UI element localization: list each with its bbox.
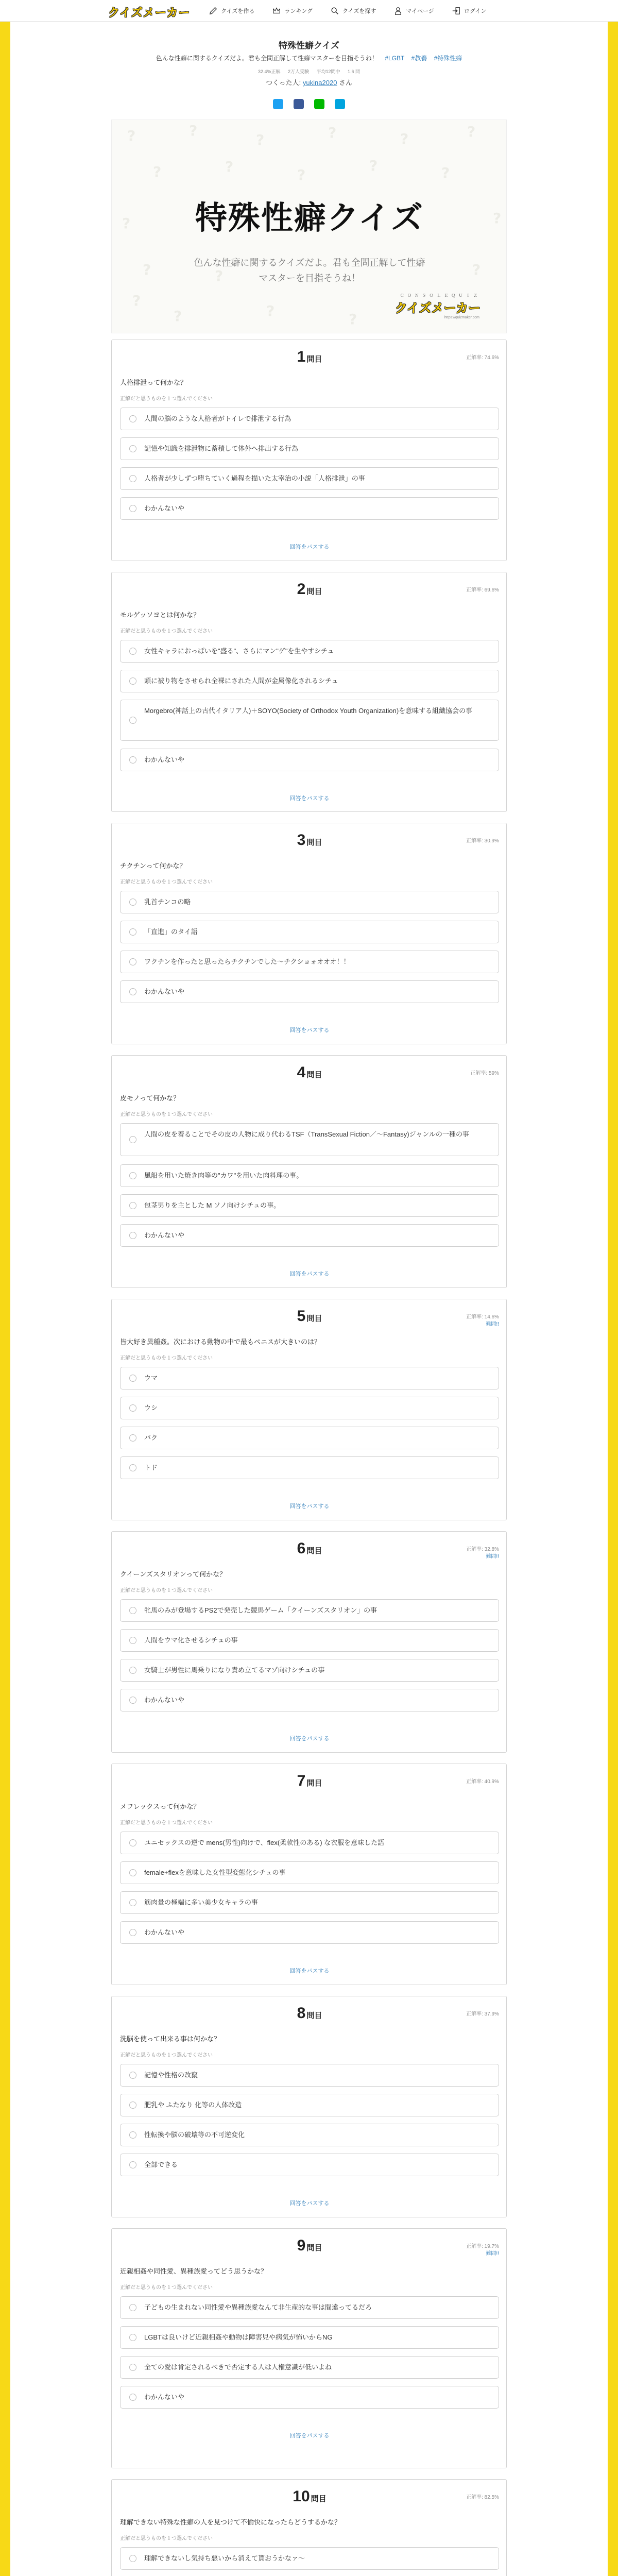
nav-login-label: ログイン	[464, 8, 487, 14]
svg-text:?: ?	[441, 164, 450, 181]
question-text: モルゲッソヨとは何かな？	[120, 611, 200, 619]
answer-option[interactable]	[120, 1456, 499, 1479]
question-number-value: 7	[297, 1772, 306, 1789]
radio-button[interactable]	[129, 1697, 136, 1704]
question-card	[111, 1996, 507, 2217]
tag-link[interactable]: #特殊性癖	[434, 55, 462, 62]
correct-rate-text: 正解率: 40.9%	[466, 1779, 499, 1785]
answer-option[interactable]	[120, 2547, 499, 2570]
correct-rate-text: 正解率: 82.5%	[466, 2495, 499, 2500]
skip-question-link[interactable]: 回答をパスする	[289, 2200, 330, 2207]
skip-question-link[interactable]: 回答をパスする	[289, 1736, 330, 1742]
correct-rate-text: 正解率: 14.6%	[466, 1314, 499, 1320]
answer-option[interactable]	[120, 749, 499, 771]
question-hint: 正解だと思うものを１つ選んでください	[120, 2536, 213, 2541]
svg-text:?: ?	[215, 267, 224, 284]
nav-create-quiz[interactable]	[209, 6, 254, 15]
svg-text:?: ?	[189, 122, 198, 139]
radio-button[interactable]	[129, 1667, 136, 1674]
answer-option[interactable]	[120, 1689, 499, 1711]
correct-rate	[466, 2494, 499, 2501]
correct-rate	[466, 1546, 499, 1561]
question-number-unit: 問目	[306, 2244, 322, 2252]
quiz-hero-image	[111, 120, 507, 333]
question-hint: 正解だと思うものを１つ選んでください	[120, 2053, 213, 2058]
nav-search-quiz-label: クイズを探す	[342, 8, 376, 14]
nav-mypage-label: マイページ	[406, 8, 434, 14]
question-number-unit: 問目	[306, 2011, 322, 2020]
answer-option[interactable]	[120, 2124, 499, 2146]
nav-mypage[interactable]	[393, 6, 434, 15]
svg-text:?: ?	[328, 124, 337, 141]
crown-icon	[272, 6, 281, 15]
question-text: 理解できない特殊な性癖の人を見つけて不愉快になったらどうするかな？	[120, 2518, 341, 2526]
question-hint: 正解だと思うものを１つ選んでください	[120, 629, 213, 634]
hero-subtitle-line: 色んな性癖に関するクイズだよ。君も全問正解して性癖	[194, 258, 425, 268]
skip-question-link[interactable]: 回答をパスする	[289, 1271, 330, 1277]
answer-option-label: 包茎男りを主とした M ソノ向けシチュの事。	[144, 1201, 281, 1209]
radio-button[interactable]	[129, 1172, 136, 1179]
correct-rate-text: 正解率: 32.8%	[466, 1547, 499, 1552]
answer-option-label: わかんないや	[144, 1231, 185, 1239]
answer-option-label: ワクチンを作ったと思ったらチクチンでした〜チクショォオオオ！！	[144, 958, 350, 965]
radio-button[interactable]	[129, 2161, 136, 2168]
question-hint: 正解だと思うものを１つ選んでください	[120, 396, 213, 402]
search-icon	[330, 6, 339, 15]
question-number-value: 3	[297, 832, 306, 849]
question-card	[111, 2479, 507, 2576]
question-number	[112, 2005, 507, 2022]
svg-text:?: ?	[174, 308, 182, 325]
correct-rate	[466, 2011, 499, 2018]
radio-button[interactable]	[129, 2334, 136, 2341]
correct-rate	[466, 1314, 499, 1328]
tag-link[interactable]: #LGBT	[385, 55, 405, 62]
question-number-value: 8	[297, 2005, 306, 2022]
answer-option[interactable]	[120, 1921, 499, 1944]
skip-question-link[interactable]: 回答をパスする	[289, 544, 330, 550]
answer-option[interactable]	[120, 700, 499, 741]
quiz-stat: 1.6 問	[348, 69, 360, 74]
svg-text:?: ?	[297, 166, 306, 183]
answer-option-label: 記憶や知識を排泄物に蓄積して体外へ排出する行為	[144, 445, 299, 452]
answer-option[interactable]	[120, 1123, 499, 1156]
question-card	[111, 572, 507, 812]
answer-option[interactable]	[120, 408, 499, 430]
quiz-description	[10, 54, 608, 62]
answer-option-label: 性転換や脳の破壊等の不可逆変化	[144, 2131, 245, 2139]
answer-option-label: 人間をウマ化させるシチュの事	[144, 1636, 238, 1644]
answer-option[interactable]	[120, 1224, 499, 1247]
question-number-value: 2	[297, 581, 306, 598]
radio-button[interactable]	[129, 475, 136, 482]
answer-option-label: female+flexを意味した女性型変態化シチュの事	[144, 1869, 286, 1876]
answer-option-label: 理解できないし気持ち悪いから消えて貰おうかなァ〜	[144, 2554, 305, 2562]
correct-rate	[466, 587, 499, 594]
answer-option-label: 肥乳や ふたなり 化等の人体改造	[144, 2101, 242, 2109]
question-card	[111, 340, 507, 561]
question-card	[111, 1299, 507, 1520]
question-text: 皮モノって何かな？	[120, 1094, 180, 1102]
answer-option[interactable]	[120, 980, 499, 1003]
hero-url: https://quizmaker.com	[444, 316, 479, 319]
answer-option-label: 頭に被り物をさせられ全裸にされた人間が金属像化されるシチュ	[144, 677, 338, 685]
answer-option[interactable]	[120, 2094, 499, 2116]
radio-button[interactable]	[129, 1375, 136, 1382]
radio-button[interactable]	[129, 988, 136, 995]
radio-button[interactable]	[129, 677, 136, 685]
radio-button[interactable]	[129, 756, 136, 764]
question-card	[111, 1055, 507, 1288]
nav-search-quiz[interactable]	[330, 6, 376, 15]
nav-ranking[interactable]	[272, 6, 313, 15]
svg-text:?: ?	[266, 302, 275, 319]
question-text: チクチンって何かな？	[120, 862, 186, 870]
answer-option-label: 全部できる	[144, 2161, 178, 2168]
answer-option-label: わかんないや	[144, 988, 185, 995]
hero-title: 特殊性癖クイズ	[195, 200, 424, 236]
question-number	[112, 1308, 507, 1325]
answer-option-label: ウマ	[144, 1374, 158, 1382]
answer-option-label: 人間の皮を着ることでその皮の人物に成り代わるTSF（TransSexual Fiction／〜Fantasy)ジャンルの一種の事	[144, 1130, 469, 1138]
question-number	[112, 832, 507, 849]
quiz-stat: 平均12問中	[316, 69, 340, 74]
hard-badge: 難問!!	[486, 1321, 499, 1327]
skip-question-link[interactable]: 回答をパスする	[289, 1968, 330, 1974]
answer-option[interactable]	[120, 2356, 499, 2379]
quiz-description-text: 色んな性癖に関するクイズだよ。君も全問正解して性癖マスターを目指そうね！	[156, 55, 379, 62]
question-number	[112, 581, 507, 598]
question-number	[112, 1772, 507, 1790]
skip-question-link[interactable]: 回答をパスする	[289, 1503, 330, 1510]
answer-option-label: わかんないや	[144, 756, 185, 764]
answer-option-label: 風船を用いた焼き肉等の"カワ"を用いた肉料理の事。	[144, 1172, 303, 1179]
question-text: メフレックスって何かな？	[120, 1803, 200, 1810]
answer-option[interactable]	[120, 1599, 499, 1622]
user-icon	[393, 6, 403, 15]
question-number-unit: 問目	[306, 1547, 322, 1555]
answer-option-label: Morgebro(神話上の古代イタリア人)＋SOYO(Society of Orthodox Youth Organization)を意味する組織協会の事	[144, 707, 473, 715]
quiz-stats	[10, 68, 608, 75]
question-number	[112, 1064, 507, 1081]
radio-button[interactable]	[129, 899, 136, 906]
skip-question-link[interactable]: 回答をパスする	[289, 2433, 330, 2439]
answer-option-label: わかんないや	[144, 1696, 185, 1704]
answer-option[interactable]	[120, 1659, 499, 1682]
correct-rate-text: 正解率: 69.6%	[466, 587, 499, 593]
quiz-author	[10, 77, 608, 87]
radio-button[interactable]	[129, 445, 136, 452]
site-logo[interactable]: クイズメーカー	[108, 7, 191, 20]
answer-option-label: 人格者が少しずつ堕ちていく過程を描いた太宰治の小説「人格排泄」の事	[144, 474, 365, 482]
question-card	[111, 1531, 507, 1753]
radio-button[interactable]	[129, 2131, 136, 2139]
svg-text:?: ?	[349, 311, 357, 328]
answer-option[interactable]	[120, 891, 499, 913]
author-link[interactable]: yukina2020	[302, 79, 337, 87]
radio-button[interactable]	[129, 1464, 136, 1471]
answer-option-label: 筋肉量の極端に多い美少女キャラの事	[144, 1899, 259, 1906]
radio-button[interactable]	[129, 1202, 136, 1209]
answer-option[interactable]	[120, 2064, 499, 2087]
question-hint: 正解だと思うものを１つ選んでください	[120, 1588, 213, 1594]
question-hint: 正解だと思うものを１つ選んでください	[120, 1355, 213, 1361]
line-share-icon[interactable]	[314, 99, 324, 109]
question-text: クイーンズスタリオンって何かな？	[120, 1570, 227, 1578]
question-number	[112, 1540, 507, 1557]
answer-option[interactable]	[120, 1427, 499, 1449]
hero-tagline: Ｃ Ｏ Ｎ Ｓ Ｏ Ｌ Ｅ Ｑ Ｕ Ｉ Ｚ	[400, 293, 478, 298]
question-hint: 正解だと思うものを１つ選んでください	[120, 1820, 213, 1826]
question-number	[112, 348, 507, 366]
quiz-title: 特殊性癖クイズ	[279, 41, 339, 50]
answer-option[interactable]	[120, 1861, 499, 1884]
twitter-share-icon[interactable]	[273, 99, 283, 109]
correct-rate-text: 正解率: 19.7%	[466, 2244, 499, 2249]
question-card	[111, 823, 507, 1044]
pencil-icon	[209, 6, 218, 15]
answer-option[interactable]	[120, 670, 499, 692]
nav-create-quiz-label: クイズを作る	[221, 8, 255, 14]
answer-option[interactable]	[120, 2326, 499, 2349]
radio-button[interactable]	[129, 1434, 136, 1442]
svg-text:?: ?	[225, 158, 234, 175]
correct-rate-text: 正解率: 30.9%	[466, 838, 499, 844]
hard-badge: 難問!!	[486, 2251, 499, 2257]
skip-question-link[interactable]: 回答をパスする	[289, 795, 330, 802]
correct-rate-text: 正解率: 74.6%	[466, 355, 499, 361]
answer-option-label: 「直進」のタイ語	[144, 928, 198, 936]
question-number-value: 5	[297, 1308, 306, 1325]
question-number-value: 10	[293, 2488, 310, 2505]
question-number-value: 6	[297, 1540, 306, 1557]
top-navigation-bar	[0, 0, 618, 22]
svg-text:?: ?	[369, 157, 378, 174]
quiz-stat: 2万人受験	[287, 69, 309, 74]
answer-option-label: トド	[144, 1464, 158, 1471]
question-number-unit: 問目	[306, 1779, 322, 1788]
answer-option-label: LGBTは良いけど近親相姦や動物は障害児や病気が怖いからNG	[144, 2333, 333, 2341]
radio-button[interactable]	[129, 2072, 136, 2079]
answer-option[interactable]	[120, 1397, 499, 1419]
answer-option[interactable]	[120, 1367, 499, 1389]
question-number	[112, 2488, 507, 2505]
svg-text:?: ?	[472, 261, 481, 278]
radio-button[interactable]	[129, 1929, 136, 1936]
question-number-unit: 問目	[306, 838, 322, 847]
radio-button[interactable]	[129, 1637, 136, 1644]
question-number-value: 1	[297, 348, 306, 365]
answer-option[interactable]	[120, 2296, 499, 2319]
svg-text:?: ?	[256, 131, 265, 148]
svg-text:?: ?	[153, 163, 162, 180]
correct-rate	[466, 2243, 499, 2258]
radio-button[interactable]	[129, 2555, 136, 2562]
answer-option-label: わかんないや	[144, 2393, 185, 2401]
radio-button[interactable]	[129, 928, 136, 936]
hard-badge: 難問!!	[486, 1554, 499, 1560]
hatena-share-icon[interactable]	[335, 99, 345, 109]
skip-question-link[interactable]: 回答をパスする	[289, 1027, 330, 1033]
hero-subtitle	[112, 255, 507, 286]
answer-option[interactable]	[120, 640, 499, 663]
answer-option[interactable]	[120, 951, 499, 973]
correct-rate	[466, 354, 499, 362]
radio-button[interactable]	[129, 958, 136, 965]
main-nav	[209, 0, 486, 22]
radio-button[interactable]	[129, 717, 136, 724]
answer-option[interactable]	[120, 2386, 499, 2409]
answer-option-label: バク	[144, 1434, 158, 1442]
correct-rate	[470, 1070, 499, 1077]
svg-text:?: ?	[127, 127, 136, 144]
radio-button[interactable]	[129, 1404, 136, 1412]
answer-option[interactable]	[120, 1164, 499, 1187]
svg-text:?: ?	[467, 123, 476, 140]
question-number-unit: 問目	[306, 355, 322, 364]
hero-subtitle-line: マスターを目指そうね！	[259, 273, 360, 283]
question-number-unit: 問目	[311, 2495, 327, 2503]
answer-option[interactable]	[120, 921, 499, 943]
answer-option[interactable]	[120, 437, 499, 460]
radio-button[interactable]	[129, 1899, 136, 1906]
radio-button[interactable]	[129, 1607, 136, 1614]
answer-option[interactable]	[120, 1832, 499, 1854]
question-text: 洗脳を使って出来る事は何かな？	[120, 2035, 221, 2043]
quiz-page	[10, 22, 608, 2576]
svg-text:?: ?	[493, 210, 502, 227]
radio-button[interactable]	[129, 2394, 136, 2401]
correct-rate-text: 正解率: 37.9%	[466, 2011, 499, 2017]
radio-button[interactable]	[129, 415, 136, 422]
answer-option[interactable]	[120, 1891, 499, 1914]
radio-button[interactable]	[129, 1869, 136, 1876]
question-number	[112, 2237, 507, 2255]
svg-text:?: ?	[132, 292, 141, 309]
svg-text:?: ?	[400, 130, 409, 147]
answer-option[interactable]	[120, 1194, 499, 1217]
question-card	[111, 2228, 507, 2468]
login-icon	[452, 6, 461, 15]
answer-option[interactable]	[120, 2154, 499, 2176]
hero-logo: クイズメーカー	[394, 301, 480, 315]
answer-option-label: 牝馬のみが登場するPS2で発売した競馬ゲーム「クイーンズスタリオン」の事	[144, 1606, 377, 1614]
nav-ranking-label: ランキング	[284, 8, 313, 14]
radio-button[interactable]	[129, 2102, 136, 2109]
question-hint: 正解だと思うものを１つ選んでください	[120, 1112, 213, 1117]
answer-option[interactable]	[120, 467, 499, 490]
tag-link[interactable]: #教養	[411, 55, 427, 62]
question-card	[111, 1764, 507, 1985]
answer-option-label: 女性キャラにおっぱいを"盛る"、さらにマン"ゲ"を生やすシチュ	[144, 647, 334, 655]
radio-button[interactable]	[129, 1839, 136, 1846]
question-hint: 正解だと思うものを１つ選んでください	[120, 879, 213, 885]
radio-button[interactable]	[129, 2364, 136, 2371]
question-number-unit: 問目	[306, 587, 322, 596]
quiz-header	[10, 38, 608, 62]
author-suffix: さん	[339, 79, 353, 87]
radio-button[interactable]	[129, 648, 136, 655]
nav-login[interactable]	[452, 6, 486, 15]
quiz-stat: 32.4%正解	[258, 69, 281, 74]
author-prefix: つくった人:	[265, 79, 301, 87]
radio-button[interactable]	[129, 505, 136, 512]
svg-text:?: ?	[143, 261, 151, 278]
svg-text:?: ?	[122, 215, 131, 232]
answer-option-label: ウシ	[144, 1404, 158, 1412]
answer-option[interactable]	[120, 1629, 499, 1652]
share-buttons	[10, 99, 608, 109]
correct-rate	[466, 1778, 499, 1786]
answer-option-label: ユニセックスの逆で mens(男性)向けで、flex(柔軟性のある) な衣服を意味した語	[144, 1839, 385, 1846]
correct-rate	[466, 838, 499, 845]
question-text: 人格排泄って何かな？	[120, 379, 187, 386]
answer-option-label: 女騎士が男性に馬乗りになり責め立てるマゾ向けシチュの事	[144, 1666, 325, 1674]
radio-button[interactable]	[129, 1232, 136, 1239]
answer-option[interactable]	[120, 497, 499, 520]
question-text: 皆大好き異種姦。次における動物の中で最もペニスが大きいのは？	[120, 1338, 321, 1346]
answer-option-label: わかんないや	[144, 504, 185, 512]
answer-option-label: わかんないや	[144, 1928, 185, 1936]
question-hint: 正解だと思うものを１つ選んでください	[120, 2285, 213, 2291]
answer-option-label: 乳首チンコの略	[144, 898, 191, 906]
answer-option-label: 人間の脳のような人格者がトイレで排泄する行為	[144, 415, 291, 422]
answer-option-label: 記憶や性格の改竄	[144, 2071, 198, 2079]
question-number-value: 9	[297, 2237, 306, 2254]
answer-option-label: 全ての愛は肯定されるべきで否定する人は人権意識が低いよね	[144, 2363, 332, 2371]
question-number-unit: 問目	[306, 1071, 322, 1079]
correct-rate-text: 正解率: 59%	[470, 1071, 499, 1076]
question-text: 近親相姦や同性愛、異種族愛ってどう思うかな？	[120, 2267, 268, 2275]
question-number-value: 4	[297, 1064, 306, 1081]
radio-button[interactable]	[129, 2304, 136, 2311]
radio-button[interactable]	[129, 1136, 136, 1143]
question-number-unit: 問目	[306, 1314, 322, 1323]
facebook-share-icon[interactable]	[294, 99, 304, 109]
answer-option-label: 子どもの生まれない同性愛や異種族愛なんて非生産的な事は間違ってるだろ	[144, 2303, 372, 2311]
